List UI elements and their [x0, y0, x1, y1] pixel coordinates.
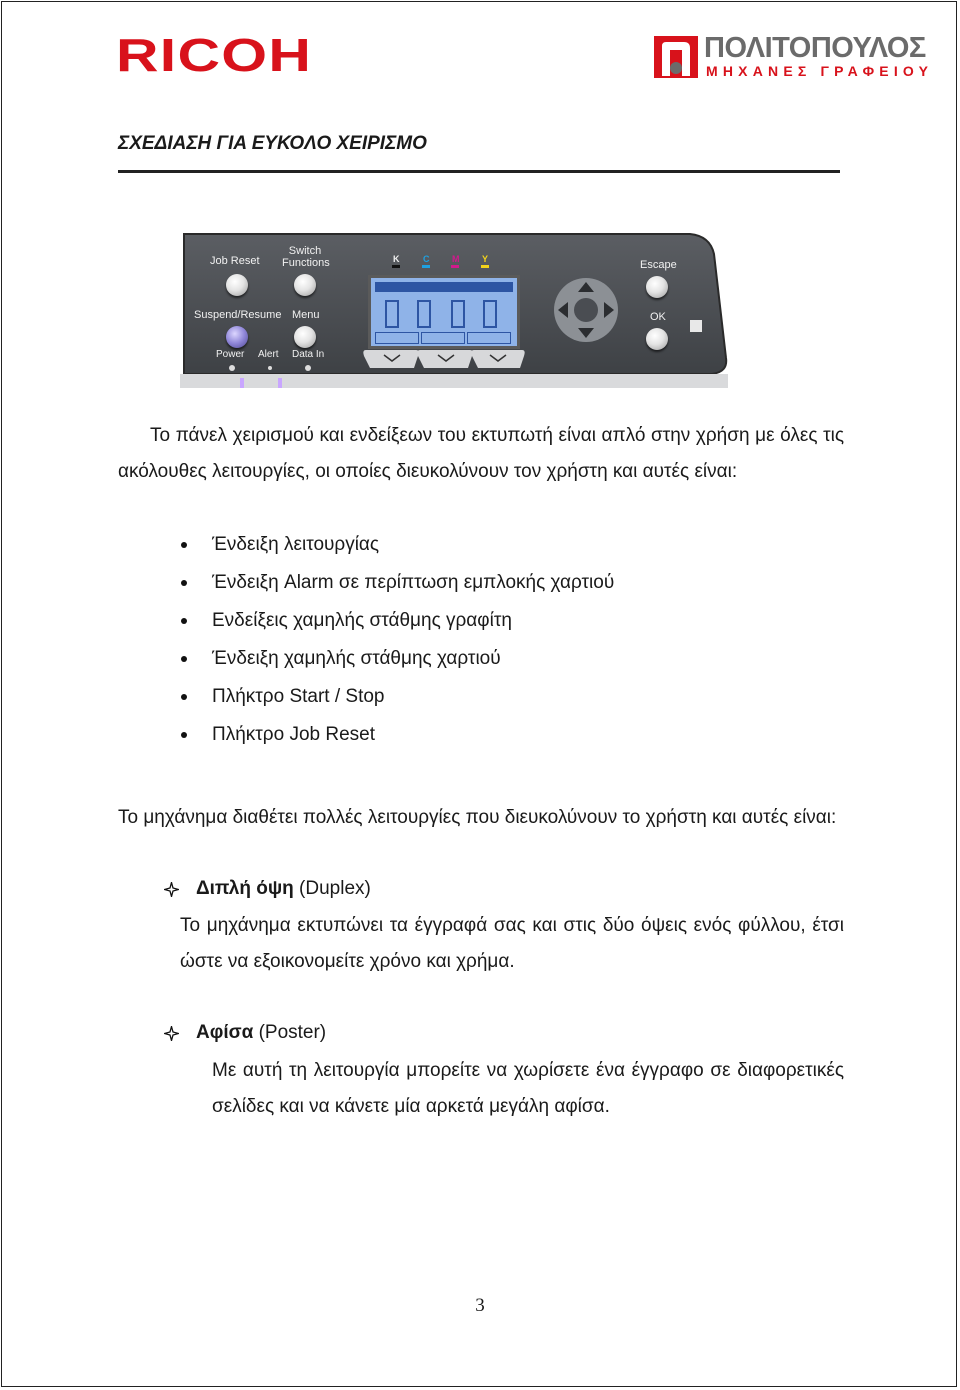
escape-label: Escape	[640, 259, 677, 271]
poster-description: Με αυτή τη λειτουργία μπορείτε να χωρίσετε ένα έγγραφο σε διαφορετικές σελίδες και να κάνετε μία αρκετά μεγάλη αφίσα.	[212, 1060, 844, 1117]
job-reset-button[interactable]	[226, 274, 248, 296]
lcd-softkey-2	[421, 332, 465, 344]
section-title: ΣΧΕΔΙΑΣΗ ΓΙΑ ΕΥΚΟΛΟ ΧΕΙΡΙΣΜΟ	[118, 133, 427, 154]
diamond-bullet-icon	[164, 1026, 179, 1041]
escape-button[interactable]	[646, 276, 668, 298]
list-item: Πλήκτρο Start / Stop	[212, 686, 385, 707]
poster-title: Αφίσα	[196, 1022, 254, 1043]
page-number: 3	[475, 1295, 485, 1316]
switch-functions-button[interactable]	[294, 274, 316, 296]
ok-button[interactable]	[646, 328, 668, 350]
bullet-icon	[181, 580, 187, 586]
menu-button[interactable]	[294, 326, 316, 348]
intro-paragraph: Το πάνελ χειρισμού και ενδείξεων του εκτυπωτή είναι απλό στην χρήση με όλες τις ακόλουθες λειτουργίες, οι οποίες διευκολύνουν τον χρήστη και αυτές είναι:	[118, 425, 844, 482]
title-divider	[118, 170, 840, 173]
data-in-label: Data In	[292, 349, 325, 360]
dealer-subtitle: ΜΗΧΑΝΕΣ ΓΡΑΦΕΙΟΥ	[706, 63, 934, 79]
ink-k-label: K	[393, 254, 400, 264]
list-item: Ενδείξεις χαμηλής στάθμης γραφίτη	[212, 610, 512, 631]
ink-y-label: Y	[482, 254, 489, 264]
machine-intro-paragraph: Το μηχάνημα διαθέτει πολλές λειτουργίες που διευκολύνουν το χρήστη και αυτές είναι:	[118, 807, 837, 828]
suspend-resume-label: Suspend/Resume	[194, 309, 282, 321]
diamond-bullet-icon	[164, 882, 179, 897]
dealer-logo	[654, 34, 938, 80]
ink-m-indicator	[451, 265, 459, 268]
dealer-mark-icon	[654, 36, 698, 78]
lcd-softkey-3	[467, 332, 511, 344]
job-reset-label: Job Reset	[210, 255, 260, 267]
duplex-title: Διπλή όψη	[196, 878, 294, 899]
dealer-name: ΠΟΛΙΤΟΠΟΥΛΟΣ	[704, 32, 926, 64]
lcd-toner-y-icon	[483, 300, 497, 328]
ricoh-logo: RICOH	[116, 29, 313, 81]
duplex-title-en: (Duplex)	[299, 878, 371, 899]
page-border	[1, 1, 957, 1387]
list-item: Ένδειξη χαμηλής στάθμης χαρτιού	[212, 648, 501, 669]
suspend-resume-button[interactable]	[226, 326, 248, 348]
list-item: Πλήκτρο Job Reset	[212, 724, 375, 745]
ink-y-indicator	[481, 265, 489, 268]
alert-label: Alert	[258, 349, 279, 360]
poster-heading	[196, 1022, 326, 1044]
lcd-toner-m-icon	[451, 300, 465, 328]
bullet-icon	[181, 656, 187, 662]
list-item: Ένδειξη Alarm σε περίπτωση εμπλοκής χαρτιού	[212, 572, 615, 593]
duplex-description: Το μηχάνημα εκτυπώνει τα έγγραφά σας και στις δύο όψεις ενός φύλλου, έτσι ώστε να εξοικονομείτε χρόνο και χρήμα.	[180, 915, 844, 972]
bullet-icon	[181, 542, 187, 548]
lcd-status-bar	[375, 282, 513, 292]
poster-title-en: (Poster)	[258, 1022, 327, 1043]
switch-functions-label: Switch Functions	[282, 245, 330, 269]
control-panel-image	[180, 232, 728, 388]
bullet-icon	[181, 618, 187, 624]
lcd-toner-k-icon	[385, 300, 399, 328]
bullet-icon	[181, 694, 187, 700]
power-label: Power	[216, 349, 245, 360]
list-item: Ένδειξη λειτουργίας	[212, 534, 380, 555]
lcd-softkey-1	[375, 332, 419, 344]
duplex-heading	[196, 878, 371, 900]
ok-label: OK	[650, 311, 666, 323]
ink-k-indicator	[392, 265, 400, 268]
menu-label: Menu	[292, 309, 320, 321]
ink-m-label: M	[452, 254, 460, 264]
lcd-toner-c-icon	[417, 300, 431, 328]
ink-c-indicator	[422, 265, 430, 268]
lcd-display	[368, 275, 520, 349]
ink-c-label: C	[423, 254, 430, 264]
bullet-icon	[181, 732, 187, 738]
